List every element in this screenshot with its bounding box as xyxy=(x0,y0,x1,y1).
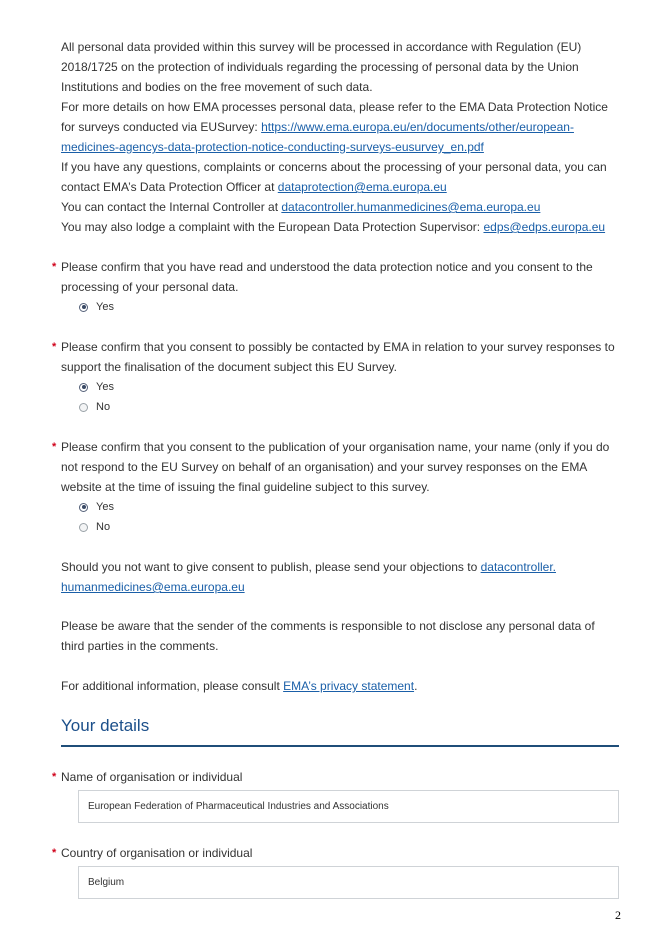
required-marker: * xyxy=(52,261,57,273)
regulation-paragraph: All personal data provided within this survey will be processed in accordance with Regulation (EU) 2018/1725 on the protection of individuals regarding the processing of personal data by the Union Institutions and bodies on the free movement of such data. xyxy=(61,40,582,94)
question-text: Please confirm that you consent to possibly be contacted by EMA in relation to your survey responses to support the finalisation of the document subject this EU Survey. xyxy=(61,340,615,374)
radio-option-no[interactable] xyxy=(79,397,619,417)
required-marker: * xyxy=(52,341,57,353)
org-name-field-group xyxy=(52,767,619,823)
page-number: 2 xyxy=(615,908,621,922)
radio-option-yes[interactable] xyxy=(79,497,619,517)
privacy-text: For additional information, please consult xyxy=(61,679,284,693)
objection-text: Should you not want to give consent to publish, please send your objections to xyxy=(61,560,481,574)
controller-email-link[interactable]: datacontroller.humanmedicines@ema.europa.eu xyxy=(281,200,541,214)
controller-text: You can contact the Internal Controller at xyxy=(61,200,282,214)
option-label: No xyxy=(96,521,111,533)
option-label: Yes xyxy=(96,301,114,313)
privacy-statement-link[interactable]: EMA’s privacy statement xyxy=(283,679,415,693)
notice-link[interactable]: https://www.ema.europa.eu/en/documents/other/european-medicines-agencys-data-protection-notice-conducting-surveys-eusurvey_en.pdf xyxy=(61,120,574,154)
radio-option-no[interactable] xyxy=(79,517,619,537)
radio-unchecked-icon[interactable] xyxy=(79,523,88,532)
required-marker: * xyxy=(52,771,57,783)
country-field-group xyxy=(52,843,619,899)
dpo-email-link[interactable]: dataprotection@ema.europa.eu xyxy=(277,180,447,194)
radio-checked-icon[interactable] xyxy=(79,503,88,512)
option-label: No xyxy=(96,401,111,413)
third-party-paragraph: Please be aware that the sender of the comments is responsible to not disclose any personal data of third parties in the comments. xyxy=(61,619,595,653)
option-label: Yes xyxy=(96,501,114,513)
radio-option-yes[interactable] xyxy=(79,297,619,317)
radio-checked-icon[interactable] xyxy=(79,303,88,312)
objection-email-link[interactable]: datacontroller. humanmedicines@ema.europa.eu xyxy=(61,560,556,594)
org-name-input[interactable]: European Federation of Pharmaceutical Industries and Associations xyxy=(78,790,619,823)
notice-paragraph xyxy=(61,97,619,157)
notice-text: For more details on how EMA processes personal data, please refer to the EMA Data Protection Notice for surveys conducted via EUSurvey: xyxy=(61,100,608,134)
your-details-section xyxy=(61,715,619,747)
edps-paragraph xyxy=(61,217,619,237)
consent-question-contact xyxy=(52,337,619,417)
section-divider xyxy=(61,745,619,747)
radio-unchecked-icon[interactable] xyxy=(79,403,88,412)
country-input[interactable]: Belgium xyxy=(78,866,619,899)
data-protection-intro xyxy=(61,37,619,237)
org-name-label: Name of organisation or individual xyxy=(61,770,243,784)
edps-text: You may also lodge a complaint with the European Data Protection Supervisor: xyxy=(61,220,484,234)
radio-option-yes[interactable] xyxy=(79,377,619,397)
dpo-paragraph xyxy=(61,157,619,197)
objection-paragraph xyxy=(61,557,619,597)
edps-email-link[interactable]: edps@edps.europa.eu xyxy=(483,220,606,234)
question-text: Please confirm that you consent to the publication of your organisation name, your name (only if you do not respond to the EU Survey on behalf of an organisation) and your survey responses on the EMA website at the time of issuing the final guideline subject to this survey. xyxy=(61,440,610,494)
country-label: Country of organisation or individual xyxy=(61,846,253,860)
privacy-suffix: . xyxy=(414,679,418,693)
option-label: Yes xyxy=(96,381,114,393)
required-marker: * xyxy=(52,847,57,859)
dpo-text: If you have any questions, complaints or concerns about the processing of your personal data, you can contact EMA’s Data Protection Officer at xyxy=(61,160,607,194)
consent-question-publication xyxy=(52,437,619,537)
controller-paragraph xyxy=(61,197,619,217)
radio-checked-icon[interactable] xyxy=(79,383,88,392)
required-marker: * xyxy=(52,441,57,453)
consent-question-processing xyxy=(52,257,619,317)
question-text: Please confirm that you have read and understood the data protection notice and you consent to the processing of your personal data. xyxy=(61,260,593,294)
privacy-paragraph xyxy=(61,676,619,696)
section-title: Your details xyxy=(61,716,150,735)
survey-page xyxy=(52,37,619,899)
